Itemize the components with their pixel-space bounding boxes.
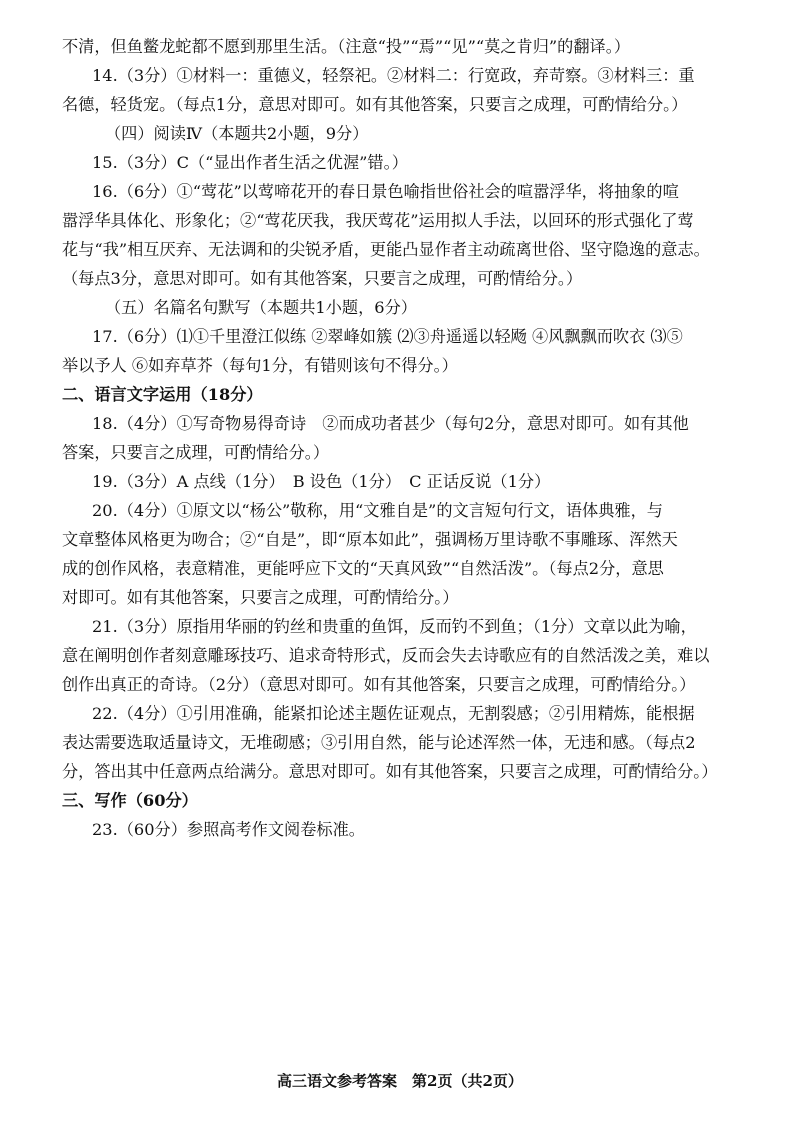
answer-18-line: 18.（4分）①写奇物易得奇诗 ②而成功者甚少（每句2分，意思对即可。如有其他 (92, 414, 689, 433)
text-line: 对即可。如有其他答案，只要言之成理，可酌情给分。） (62, 588, 459, 607)
answer-22-line: 22.（4分）①引用准确，能紧扣论述主题佐证观点，无割裂感；②引用精炼，能根据 (92, 704, 695, 723)
text-line: 分，答出其中任意两点给满分。意思对即可。如有其他答案，只要言之成理，可酌情给分。） (62, 762, 718, 781)
answer-14-line: 14.（3分）①材料一：重德义，轻祭祀。②材料二：行宽政，弃苛察。③材料三：重 (92, 66, 695, 85)
text-line: 成的创作风格，表意精准，更能呼应下文的“天真风致”“自然活泼”。（每点2分，意思 (62, 559, 664, 578)
text-line: 文章整体风格更为吻合；②“自是”，即“原本如此”，强调杨万里诗歌不事雕琢、浑然天 (62, 530, 678, 549)
section-heading-reading-4: （四）阅读Ⅳ（本题共2小题，9分） (105, 124, 369, 143)
section-heading-language: 二、语言文字运用（18分） (62, 385, 263, 404)
text-line: 举以予人 ⑥如弃草芥（每句1分，有错则该句不得分。） (62, 356, 458, 375)
page-footer: 高三语文参考答案 第2页（共2页） (277, 1072, 523, 1090)
answer-19-line: 19.（3分）A 点线（1分） B 设色（1分） C 正话反说（1分） (92, 472, 551, 491)
section-heading-recitation: （五）名篇名句默写（本题共1小题，6分） (105, 298, 417, 317)
text-line: 嚣浮华具体化、形象化；②“莺花厌我，我厌莺花”运用拟人手法，以回环的形式强化了莺 (62, 211, 694, 230)
text-line: 名德，轻货宠。（每点1分，意思对即可。如有其他答案，只要言之成理，可酌情给分。） (62, 95, 688, 114)
answer-20-line: 20.（4分）①原文以“杨公”敬称，用“文雅自是”的文言短句行文，语体典雅，与 (92, 501, 663, 520)
text-line: 表达需要选取适量诗文，无堆砌感；③引用自然，能与论述浑然一体，无违和感。（每点2 (62, 733, 696, 752)
text-line: 花与“我”相互厌弃、无法调和的尖锐矛盾，更能凸显作者主动疏离世俗、坚守隐逸的意志。 (62, 240, 710, 259)
section-heading-writing: 三、写作（60分） (62, 791, 198, 810)
answer-21-line: 21.（3分）原指用华丽的钓丝和贵重的鱼饵，反而钓不到鱼；（1分）文章以此为喻， (92, 617, 697, 636)
text-line: 创作出真正的奇诗。（2分）（意思对即可。如有其他答案，只要言之成理，可酌情给分。） (62, 675, 696, 694)
text-line: 不清，但鱼鳖龙蛇都不愿到那里生活。（注意“投”“焉”“见”“莫之肯归”的翻译。） (62, 37, 631, 56)
text-line: 意在阐明创作者刻意雕琢技巧、追求奇特形式，反而会失去诗歌应有的自然活泼之美，难以 (62, 646, 710, 665)
text-line: （每点3分，意思对即可。如有其他答案，只要言之成理，可酌情给分。） (62, 269, 583, 288)
answer-23-line: 23.（60分）参照高考作文阅卷标准。 (92, 820, 365, 839)
text-line: 答案，只要言之成理，可酌情给分。） (62, 443, 330, 462)
answer-17-line: 17.（6分）⑴①千里澄江似练 ②翠峰如簇 ⑵③舟遥遥以轻飏 ④风飘飘而吹衣 ⑶⑤ (92, 327, 683, 346)
answer-16-line: 16.（6分）①“莺花”以莺啼花开的春日景色喻指世俗社会的喧嚣浮华，将抽象的喧 (92, 182, 679, 201)
answer-15-line: 15.（3分）C（“显出作者生活之优渥”错。） (92, 153, 408, 172)
